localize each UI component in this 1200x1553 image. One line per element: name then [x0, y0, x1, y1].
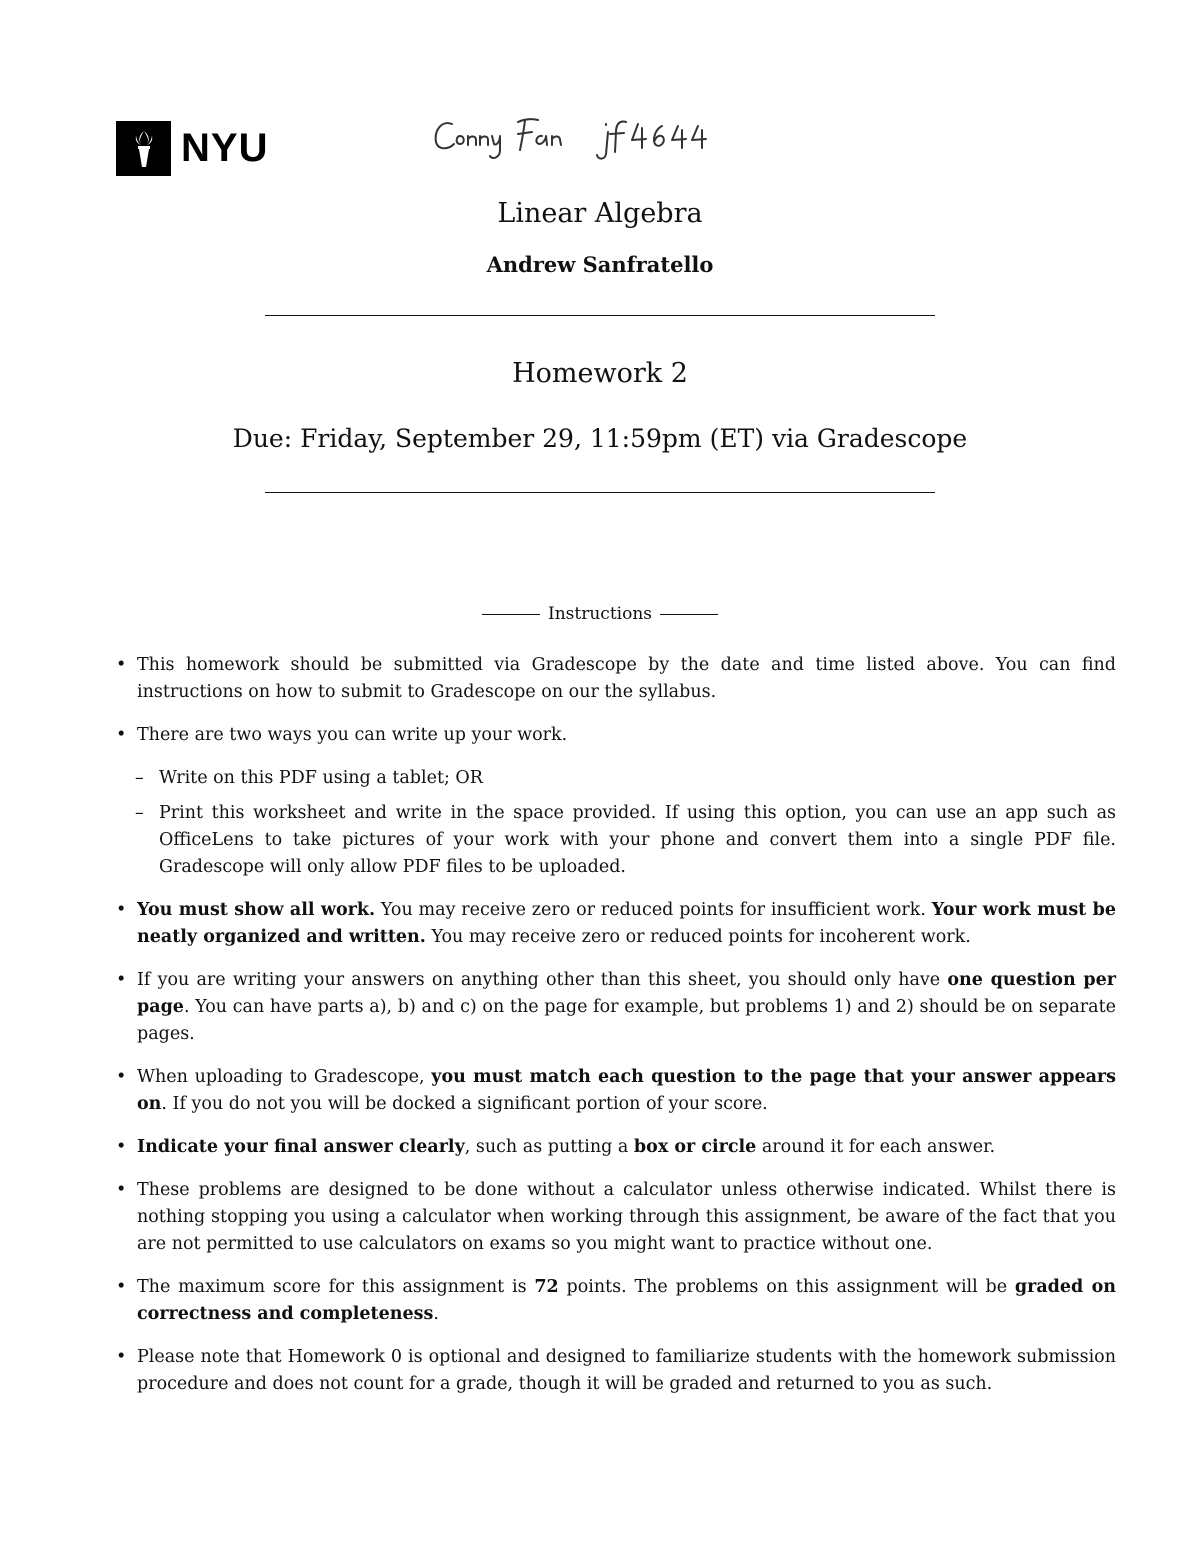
- item-bold: box or circle: [633, 1137, 757, 1157]
- item-text: Please note that Homework 0 is optional and designed to familiarize students with the homework submission procedure and does not count for a grade, though it will be graded and returned to you as such.: [137, 1347, 1116, 1394]
- list-item: [113, 1274, 1116, 1328]
- item-bold: one question per page: [137, 970, 1116, 1017]
- item-text: When uploading to Gradescope,: [137, 1067, 432, 1087]
- item-text: . You can have parts a), b) and c) on the page for example, but problems 1) and 2) should be on separate pages.: [137, 997, 1116, 1044]
- list-item: [113, 652, 1116, 706]
- bullet-icon: •: [116, 655, 127, 675]
- list-item: [113, 897, 1116, 951]
- dash-icon: –: [135, 803, 144, 823]
- handwritten-signature: [430, 110, 710, 170]
- torch-icon: [116, 121, 171, 176]
- nyu-logo: [116, 121, 268, 176]
- item-text: These problems are designed to be done without a calculator unless otherwise indicated. Whilst there is nothing stopping you using a calculator when working through this assignment, be aware of the fact that you are not permitted to use calculators on exams so you might want to practice without one.: [137, 1180, 1116, 1254]
- bullet-icon: •: [116, 970, 127, 990]
- bullet-icon: •: [116, 1067, 127, 1087]
- bullet-icon: •: [116, 1137, 127, 1157]
- list-item: [113, 1064, 1116, 1118]
- sub-item-text: Print this worksheet and write in the space provided. If using this option, you can use an app such as OfficeLens to take pictures of your work with your phone and convert them into a single PDF file. Gradescope will only allow PDF files to be uploaded.: [159, 803, 1116, 877]
- divider-bottom: [265, 492, 935, 493]
- course-title: Linear Algebra: [497, 198, 703, 229]
- list-item: [113, 1134, 1116, 1161]
- list-item: [113, 1177, 1116, 1258]
- list-item: [113, 722, 1116, 881]
- item-text: You may receive zero or reduced points for insufficient work.: [375, 900, 932, 920]
- divider-top: [265, 315, 935, 316]
- item-text: around it for each answer.: [756, 1137, 996, 1157]
- list-item: [113, 1344, 1116, 1398]
- item-bold: Indicate your final answer clearly: [137, 1137, 465, 1157]
- item-text: . If you do not you will be docked a significant portion of your score.: [161, 1094, 768, 1114]
- item-bold: You must show all work.: [137, 900, 376, 920]
- item-bold: you must match each question to the page that your answer appears on: [137, 1067, 1116, 1114]
- bullet-icon: •: [116, 900, 127, 920]
- item-bold: 72: [534, 1277, 559, 1297]
- instructions-heading: [0, 604, 1200, 624]
- item-text: , such as putting a: [464, 1137, 634, 1157]
- item-bold: graded on correctness and completeness: [137, 1277, 1117, 1324]
- instructions-heading-label: Instructions: [548, 604, 652, 624]
- instructor-name: Andrew Sanfratello: [486, 252, 714, 277]
- bullet-icon: •: [116, 1277, 127, 1297]
- item-text: If you are writing your answers on anything other than this sheet, you should only have: [137, 970, 948, 990]
- item-text: You may receive zero or reduced points for incoherent work.: [425, 927, 971, 947]
- item-text: This homework should be submitted via Gradescope by the date and time listed above. You can find instructions on how to submit to Gradescope on our the syllabus.: [137, 655, 1116, 702]
- bullet-icon: •: [116, 725, 127, 745]
- sub-item-text: Write on this PDF using a tablet; OR: [159, 768, 483, 788]
- item-text: The maximum score for this assignment is: [137, 1277, 535, 1297]
- item-text: .: [433, 1304, 439, 1324]
- sub-item: [113, 765, 1116, 792]
- due-date: Due: Friday, September 29, 11:59pm (ET) via Gradescope: [232, 424, 968, 453]
- instructions-list: [113, 652, 1116, 1414]
- heading-rule-right: [660, 614, 718, 615]
- item-text: points. The problems on this assignment will be: [558, 1277, 1015, 1297]
- list-item: [113, 967, 1116, 1048]
- dash-icon: –: [135, 768, 144, 788]
- item-bold: Your work must be neatly organized and written.: [137, 900, 1116, 947]
- item-text: There are two ways you can write up your work.: [137, 725, 568, 745]
- sub-item: [113, 800, 1116, 881]
- bullet-icon: •: [116, 1180, 127, 1200]
- heading-rule-left: [482, 614, 540, 615]
- bullet-icon: •: [116, 1347, 127, 1367]
- logo-text: NYU: [181, 126, 269, 170]
- homework-title: Homework 2: [512, 358, 688, 389]
